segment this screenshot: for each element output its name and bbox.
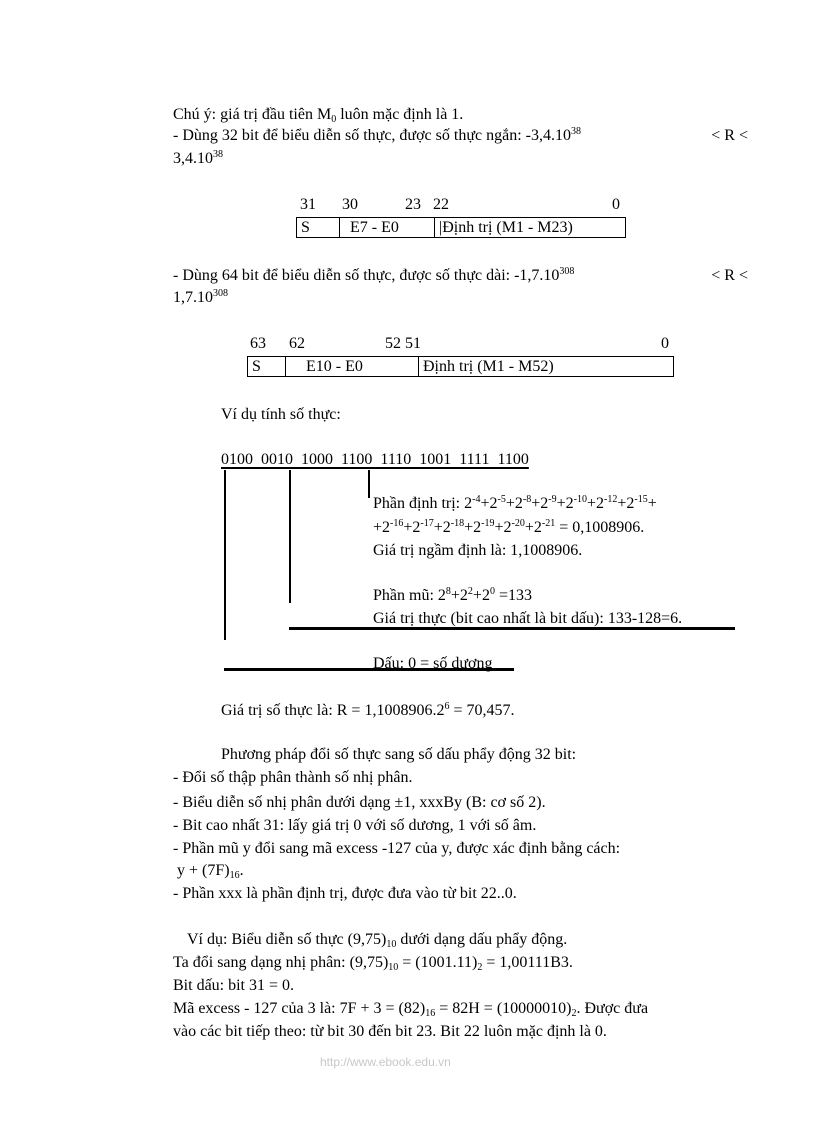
example2-line: vào các bit tiếp theo: từ bit 30 đến bit 23. Bit 22 luôn mặc định là 0.: [173, 1023, 607, 1040]
note-text-end: luôn mặc định là 1.: [336, 106, 464, 123]
method-step: - Bit cao nhất 31: lấy giá trị 0 với số dương, 1 với số âm.: [173, 817, 537, 834]
method-step: - Đổi số thập phân thành số nhị phân.: [173, 769, 413, 786]
note-line: [173, 105, 463, 125]
note-text: Chú ý: giá trị đầu tiên M: [173, 106, 332, 123]
bit-label: 0: [612, 196, 620, 213]
long-real-line: [173, 266, 748, 286]
short-real-line: [173, 126, 748, 146]
power-term-base: +2: [524, 519, 542, 536]
implied-value: Giá trị ngầm định là: 1,1008906.: [373, 542, 583, 559]
example2-line: Ví dụ: Biểu diễn số thực $(9,75)_{10}$ dưới dạng dấu phẩy động.: [187, 931, 568, 950]
sign-cell: S: [297, 218, 340, 238]
power-term-exponent: 8: [445, 586, 451, 597]
power-term-base: +2: [586, 495, 604, 512]
sign-bracket-line: [224, 470, 226, 640]
power-term-exponent: 2: [467, 586, 473, 597]
power-term-exponent: -21: [541, 518, 556, 529]
bit-label: 63: [250, 335, 266, 352]
note-subscript: 0: [331, 114, 337, 125]
long-real-line2: 1,7.10$^{308}$: [173, 288, 228, 306]
short-real-range: < R <: [711, 127, 748, 144]
power-term-exponent: -15: [634, 494, 648, 505]
mantissa-cell: |Định trị (M1 - M23): [435, 218, 626, 238]
example2-line: Bit dấu: bit 31 = 0.: [173, 977, 295, 994]
power-term-base: +2: [450, 587, 468, 604]
power-term-base: +2: [480, 495, 498, 512]
power-term-exponent: -10: [573, 494, 587, 505]
power-term-base: +2: [531, 495, 549, 512]
format-64bit-table: [247, 356, 674, 377]
bit-label: 62: [289, 335, 305, 352]
watermark: http://www.ebook.edu.vn: [320, 1055, 451, 1069]
bit-label: 30: [342, 196, 358, 213]
bit-label: 52 51: [385, 335, 421, 352]
power-term-base: 2: [437, 587, 446, 604]
power-term-exponent: -18: [450, 518, 465, 529]
exponent-cell: E7 - E0: [340, 218, 435, 238]
exponent-line: Phần mũ: $2^8+2^2+2^0 =133$: [373, 586, 532, 604]
short-real-text: - Dùng 32 bit để biểu diễn số thực, được số thực ngắn: -3,4.10$^{38}$: [173, 126, 581, 144]
example-heading: Ví dụ tính số thực:: [221, 406, 341, 423]
long-real-text: - Dùng 64 bit để biểu diễn số thực, được số thực dài: -1,7.10$^{308}$: [173, 266, 575, 284]
mantissa-line-2: $+2^{-16}+2^{-17}+2^{-18}+2^{-19}+2^{-20}+2^{-21} = 0,1008906$.: [373, 518, 645, 536]
long-real-range: < R <: [711, 267, 748, 284]
power-term-exponent: -19: [481, 518, 495, 529]
exponent-cell: E10 - E0: [286, 357, 419, 377]
power-term-base: +2: [472, 587, 490, 604]
power-term-base: +2: [403, 519, 421, 536]
sign-cell: S: [248, 357, 286, 377]
power-term-exponent: -20: [511, 518, 525, 529]
power-term-base: +2: [505, 495, 523, 512]
power-term-exponent: -17: [420, 518, 434, 529]
power-term-base: 2: [464, 495, 473, 512]
power-term-base: +2: [373, 519, 391, 536]
method-formula: $y + (7F)_{16}$.: [173, 862, 244, 881]
method-step: - Phần xxx là phần định trị, được đưa vào từ bit 22..0.: [173, 885, 517, 902]
short-real-line2: 3,4.10$^{38}$: [173, 149, 223, 167]
power-term-exponent: -5: [497, 494, 506, 505]
power-term-base: +2: [433, 519, 451, 536]
mantissa-line-1: Phần định trị: $2^{-4}+2^{-5}+2^{-8}+2^{-9}+2^{-10}+2^{-12}+2^{-15}+$: [373, 494, 657, 512]
bit-label: 23: [405, 196, 421, 213]
power-term-base: +2: [494, 519, 512, 536]
example-bits: 0100 0010 1000 1100 1110 1001 1111 1100: [221, 451, 529, 468]
method-step: - Phần mũ y đổi sang mã excess -127 của y, được xác định bằng cách:: [173, 840, 621, 857]
power-term-base: +2: [556, 495, 574, 512]
sign-value: Dấu: 0 = số dương: [373, 655, 493, 672]
bit-label: 31: [300, 196, 316, 213]
power-term-exponent: -9: [548, 494, 557, 505]
example2-line: Mã excess - 127 của 3 là: $7F + 3 = (82)_{16} = 82H = (10000010)_2$. Được đưa: [173, 1000, 649, 1019]
power-term-exponent: -4: [472, 494, 481, 505]
power-term-base: +2: [617, 495, 635, 512]
power-term-exponent: 0: [489, 586, 495, 597]
bit-label: 0: [661, 335, 669, 352]
power-term-exponent: -12: [603, 494, 618, 505]
example2-line: Ta đổi sang dạng nhị phân: $(9,75)_{10} = (1001.11)_2 = 1,00111B3$.: [173, 954, 573, 973]
format-32bit-table: [296, 217, 626, 238]
exponent-bracket-line: [289, 470, 291, 603]
power-term-base: +2: [464, 519, 482, 536]
real-exponent-value: Giá trị thực (bit cao nhất là bit dấu): 133-128=6.: [373, 610, 683, 627]
bit-label: 22: [433, 196, 449, 213]
method-heading: Phương pháp đổi số thực sang số dấu phẩy động 32 bit:: [221, 746, 577, 763]
result-line: Giá trị số thực là: $R = 1,1008906.2^6 = 70,457$.: [221, 701, 515, 719]
power-term-exponent: -8: [522, 494, 532, 505]
power-term-exponent: -16: [390, 518, 404, 529]
mantissa-bracket-line: [368, 470, 370, 498]
mantissa-cell: Định trị (M1 - M52): [419, 357, 674, 377]
method-step: - Biểu diễn số nhị phân dưới dạng ±1, xxxBy (B: cơ số 2).: [173, 794, 546, 811]
